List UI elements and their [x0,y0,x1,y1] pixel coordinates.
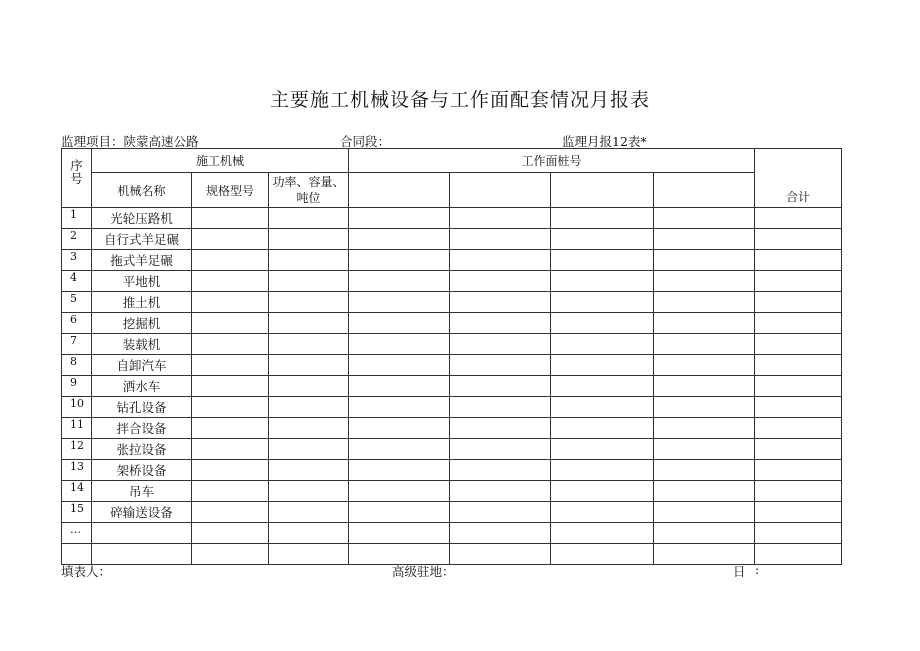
row-empty-cell [450,208,551,229]
table-row [62,460,842,481]
row-empty-cell [450,502,551,523]
row-empty-cell [551,523,654,544]
row-empty-cell [450,271,551,292]
date-suffix: : [755,562,760,577]
row-empty-cell [269,460,349,481]
row-empty-cell [349,376,450,397]
row-empty-cell [551,397,654,418]
row-empty-cell [450,250,551,271]
row-empty-cell [551,271,654,292]
row-empty-cell [551,376,654,397]
row-machine-name: 拌合设备 [92,418,192,439]
equipment-report-table [61,148,842,565]
total-header: 合计 [755,149,842,208]
row-empty-cell [654,523,755,544]
row-seq: 13 [62,460,92,481]
table-row [62,418,842,439]
row-machine-name: 架桥设备 [92,460,192,481]
row-empty-cell [269,523,349,544]
row-empty-cell [349,271,450,292]
row-empty-cell [755,439,842,460]
row-empty-cell [755,460,842,481]
row-empty-cell [551,502,654,523]
row-empty-cell [755,523,842,544]
row-empty-cell [192,460,269,481]
seq-header [62,149,92,208]
row-empty-cell [755,397,842,418]
row-empty-cell [349,397,450,418]
date-label: 日 [733,564,746,579]
row-empty-cell [269,544,349,565]
row-empty-cell [551,208,654,229]
table-row [62,355,842,376]
row-seq: 5 [62,292,92,313]
row-empty-cell [192,250,269,271]
row-empty-cell [450,460,551,481]
row-seq: 1 [62,208,92,229]
row-empty-cell [654,397,755,418]
row-empty-cell [349,229,450,250]
row-seq: 9 [62,376,92,397]
row-empty-cell [654,229,755,250]
row-seq: 3 [62,250,92,271]
table-row [62,502,842,523]
row-empty-cell [450,523,551,544]
row-empty-cell [654,334,755,355]
row-empty-cell [551,418,654,439]
row-empty-cell [192,439,269,460]
table-header-row-1 [62,149,842,173]
row-empty-cell [192,334,269,355]
row-machine-name: 拖式羊足碾 [92,250,192,271]
row-empty-cell [349,292,450,313]
row-empty-cell [654,271,755,292]
row-empty-cell [551,439,654,460]
row-empty-cell [551,460,654,481]
row-empty-cell [450,418,551,439]
row-empty-cell [192,313,269,334]
row-empty-cell [755,355,842,376]
row-empty-cell [450,544,551,565]
row-machine-name [92,523,192,544]
row-empty-cell [450,439,551,460]
row-machine-name: 平地机 [92,271,192,292]
row-empty-cell [192,523,269,544]
row-empty-cell [755,376,842,397]
workface-cell [450,173,551,208]
row-empty-cell [551,544,654,565]
row-seq: 11 [62,418,92,439]
row-empty-cell [450,313,551,334]
row-empty-cell [654,313,755,334]
row-empty-cell [450,481,551,502]
machinery-group-header: 施工机械 [92,149,349,173]
row-empty-cell [551,355,654,376]
row-empty-cell [654,292,755,313]
row-empty-cell [349,502,450,523]
row-empty-cell [349,460,450,481]
workface-cell [654,173,755,208]
row-empty-cell [755,418,842,439]
report-title: 主要施工机械设备与工作面配套情况月报表 [269,89,650,111]
row-empty-cell [349,313,450,334]
row-seq: 14 [62,481,92,502]
row-machine-name: 装载机 [92,334,192,355]
row-empty-cell [755,292,842,313]
row-empty-cell [755,334,842,355]
row-empty-cell [654,208,755,229]
table-body [62,208,842,565]
row-empty-cell [269,439,349,460]
row-empty-cell [755,250,842,271]
row-empty-cell [269,502,349,523]
row-machine-name: 推土机 [92,292,192,313]
row-machine-name: 钻孔设备 [92,397,192,418]
row-empty-cell [450,229,551,250]
row-empty-cell [551,334,654,355]
table-header-row-2 [62,173,842,208]
row-empty-cell [755,481,842,502]
table-row [62,250,842,271]
table-row [62,481,842,502]
table-row [62,439,842,460]
row-empty-cell [269,250,349,271]
contract-label: 合同段： [340,134,391,149]
machine-name-header: 机械名称 [92,173,192,208]
row-machine-name: 自行式羊足碾 [92,229,192,250]
row-machine-name: 挖掘机 [92,313,192,334]
seq-header-label: 序 号 [70,158,83,186]
row-empty-cell [269,208,349,229]
table-row [62,397,842,418]
row-empty-cell [269,418,349,439]
table-row [62,292,842,313]
workface-cell [551,173,654,208]
row-empty-cell [551,250,654,271]
row-empty-cell [450,334,551,355]
row-seq: 4 [62,271,92,292]
table-row [62,376,842,397]
row-empty-cell [192,502,269,523]
row-empty-cell [450,376,551,397]
filler-label: 填表人： [61,564,112,579]
row-empty-cell [269,376,349,397]
row-empty-cell [654,376,755,397]
row-machine-name: 吊车 [92,481,192,502]
row-seq: 15 [62,502,92,523]
row-empty-cell [192,544,269,565]
row-empty-cell [192,229,269,250]
row-seq: 10 [62,397,92,418]
form-number-label: 监理月报12表* [562,134,647,149]
row-empty-cell [654,502,755,523]
model-header: 规格型号 [192,173,269,208]
row-machine-name: 洒水车 [92,376,192,397]
row-empty-cell [755,544,842,565]
row-empty-cell [269,481,349,502]
row-seq: … [62,523,92,544]
power-capacity-header: 功率、容量、吨位 [269,173,349,208]
resident-label: 高级驻地： [392,564,455,579]
row-empty-cell [755,229,842,250]
row-empty-cell [349,334,450,355]
row-empty-cell [269,334,349,355]
row-empty-cell [192,397,269,418]
row-empty-cell [755,313,842,334]
row-empty-cell [551,229,654,250]
row-seq: 6 [62,313,92,334]
row-empty-cell [755,502,842,523]
table-row [62,271,842,292]
row-empty-cell [654,355,755,376]
row-empty-cell [450,355,551,376]
project-label: 监理项目：陕蒙高速公路 [61,134,199,149]
row-seq: 2 [62,229,92,250]
table-row [62,523,842,544]
row-empty-cell [192,208,269,229]
row-machine-name: 张拉设备 [92,439,192,460]
row-seq: 7 [62,334,92,355]
row-empty-cell [192,376,269,397]
row-empty-cell [192,355,269,376]
row-empty-cell [349,523,450,544]
row-empty-cell [450,292,551,313]
row-machine-name: 碎输送设备 [92,502,192,523]
row-empty-cell [654,418,755,439]
row-empty-cell [349,250,450,271]
table-row [62,229,842,250]
row-empty-cell [349,418,450,439]
row-empty-cell [755,208,842,229]
row-empty-cell [654,481,755,502]
row-empty-cell [192,271,269,292]
row-empty-cell [269,313,349,334]
row-seq: 8 [62,355,92,376]
row-empty-cell [551,481,654,502]
row-empty-cell [654,250,755,271]
row-empty-cell [349,208,450,229]
row-empty-cell [755,271,842,292]
row-empty-cell [192,481,269,502]
row-empty-cell [349,355,450,376]
workface-cell [349,173,450,208]
row-empty-cell [269,292,349,313]
row-empty-cell [654,439,755,460]
row-empty-cell [269,229,349,250]
row-empty-cell [192,418,269,439]
row-empty-cell [349,439,450,460]
row-seq: 12 [62,439,92,460]
row-empty-cell [269,271,349,292]
row-empty-cell [654,460,755,481]
table-row [62,334,842,355]
row-empty-cell [269,397,349,418]
row-empty-cell [551,292,654,313]
table-row [62,208,842,229]
row-empty-cell [192,292,269,313]
table-row [62,313,842,334]
row-empty-cell [450,397,551,418]
row-machine-name: 自卸汽车 [92,355,192,376]
row-empty-cell [551,313,654,334]
row-empty-cell [349,481,450,502]
row-empty-cell [269,355,349,376]
workface-group-header: 工作面桩号 [349,149,755,173]
row-machine-name: 光轮压路机 [92,208,192,229]
